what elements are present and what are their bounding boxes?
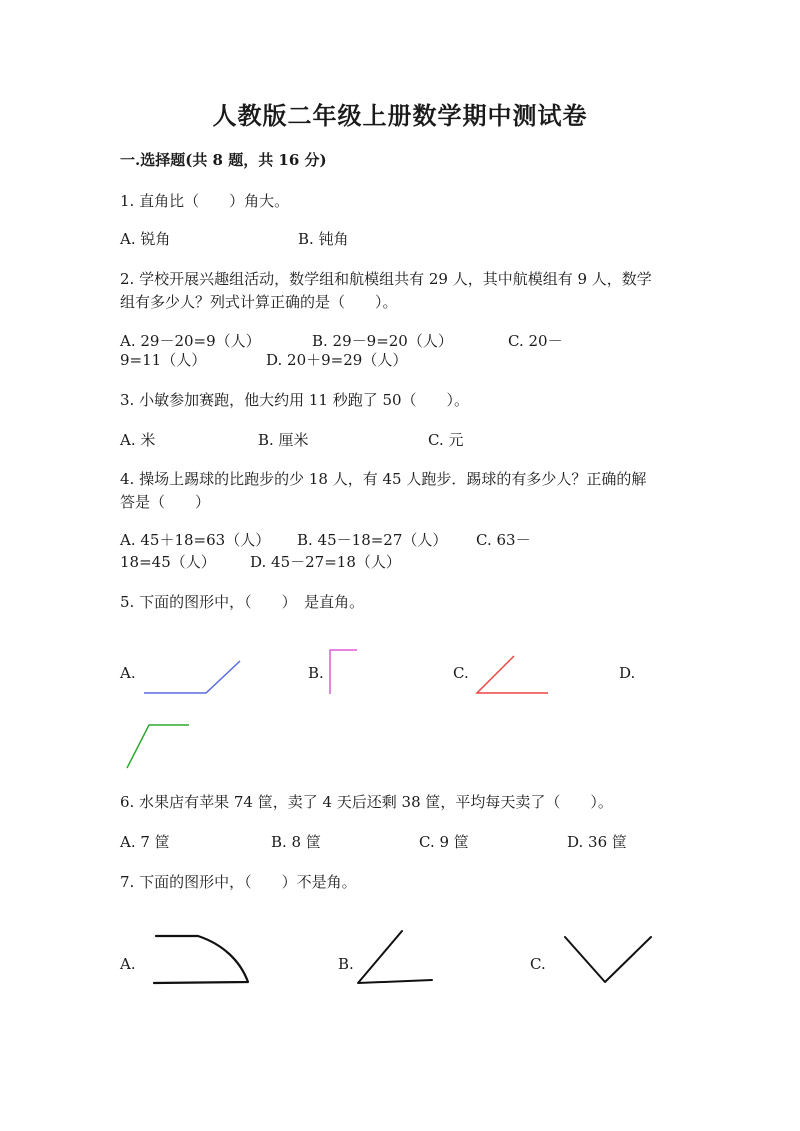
- q7-figure-a-curved-shape: [154, 936, 248, 983]
- q7-figure-b-angle: [358, 931, 432, 983]
- section-heading: 一.选择题(共 8 题，共 16 分): [120, 151, 327, 169]
- question-6: 6. 水果店有苹果 74 筐，卖了 4 天后还剩 38 筐，平均每天卖了（ ）。: [120, 793, 613, 811]
- q5-option-b[interactable]: B.: [308, 664, 324, 682]
- q5-option-c[interactable]: C.: [453, 664, 469, 682]
- q3-option-b[interactable]: B. 厘米: [258, 431, 309, 449]
- q2-option-d[interactable]: D. 20＋9=29（人）: [266, 351, 408, 369]
- question-2-line-1: 2. 学校开展兴趣组活动，数学组和航模组共有 29 人，其中航模组有 9 人，数学: [120, 270, 652, 288]
- question-3: 3. 小敏参加赛跑，他大约用 11 秒跑了 50（ ）。: [120, 391, 470, 409]
- q7-option-c[interactable]: C.: [530, 955, 546, 973]
- page-title: 人教版二年级上册数学期中测试卷: [212, 101, 588, 130]
- q2-option-b[interactable]: B. 29－9=20（人）: [312, 332, 453, 350]
- q3-option-a[interactable]: A. 米: [120, 431, 156, 449]
- q1-option-a[interactable]: A. 锐角: [120, 230, 171, 248]
- q4-option-d[interactable]: D. 45－27=18（人）: [250, 553, 401, 571]
- q6-option-a[interactable]: A. 7 筐: [120, 833, 170, 851]
- question-1: 1. 直角比（ ）角大。: [120, 192, 290, 210]
- q6-option-c[interactable]: C. 9 筐: [419, 833, 469, 851]
- q4-option-c-continued: 18=45（人）: [120, 553, 216, 571]
- q3-option-c[interactable]: C. 元: [428, 431, 464, 449]
- question-5: 5. 下面的图形中，（ ） 是直角。: [120, 593, 365, 611]
- q6-option-b[interactable]: B. 8 筐: [271, 833, 321, 851]
- q2-option-a[interactable]: A. 29－20=9（人）: [120, 332, 261, 350]
- q5-option-a[interactable]: A.: [120, 664, 136, 682]
- q7-option-a[interactable]: A.: [120, 955, 136, 973]
- q4-option-c[interactable]: C. 63－: [476, 531, 531, 549]
- q4-option-b[interactable]: B. 45－18=27（人）: [297, 531, 448, 549]
- q2-option-c[interactable]: C. 20－: [508, 332, 563, 350]
- question-2-line-2: 组有多少人？列式计算正确的是（ ）。: [120, 293, 398, 311]
- q4-option-a[interactable]: A. 45＋18=63（人）: [120, 531, 271, 549]
- question-4-line-2: 答是（ ）: [120, 493, 211, 511]
- question-7: 7. 下面的图形中，（ ）不是角。: [120, 873, 357, 891]
- q7-figure-c-angle: [565, 937, 651, 982]
- q5-option-d[interactable]: D.: [619, 664, 636, 682]
- q7-option-b[interactable]: B.: [338, 955, 354, 973]
- q2-option-c-continued: 9=11（人）: [120, 351, 207, 369]
- q6-option-d[interactable]: D. 36 筐: [567, 833, 627, 851]
- question-4-line-1: 4. 操场上踢球的比跑步的少 18 人，有 45 人跑步．踢球的有多少人？正确的解: [120, 470, 647, 488]
- q1-option-b[interactable]: B. 钝角: [298, 230, 349, 248]
